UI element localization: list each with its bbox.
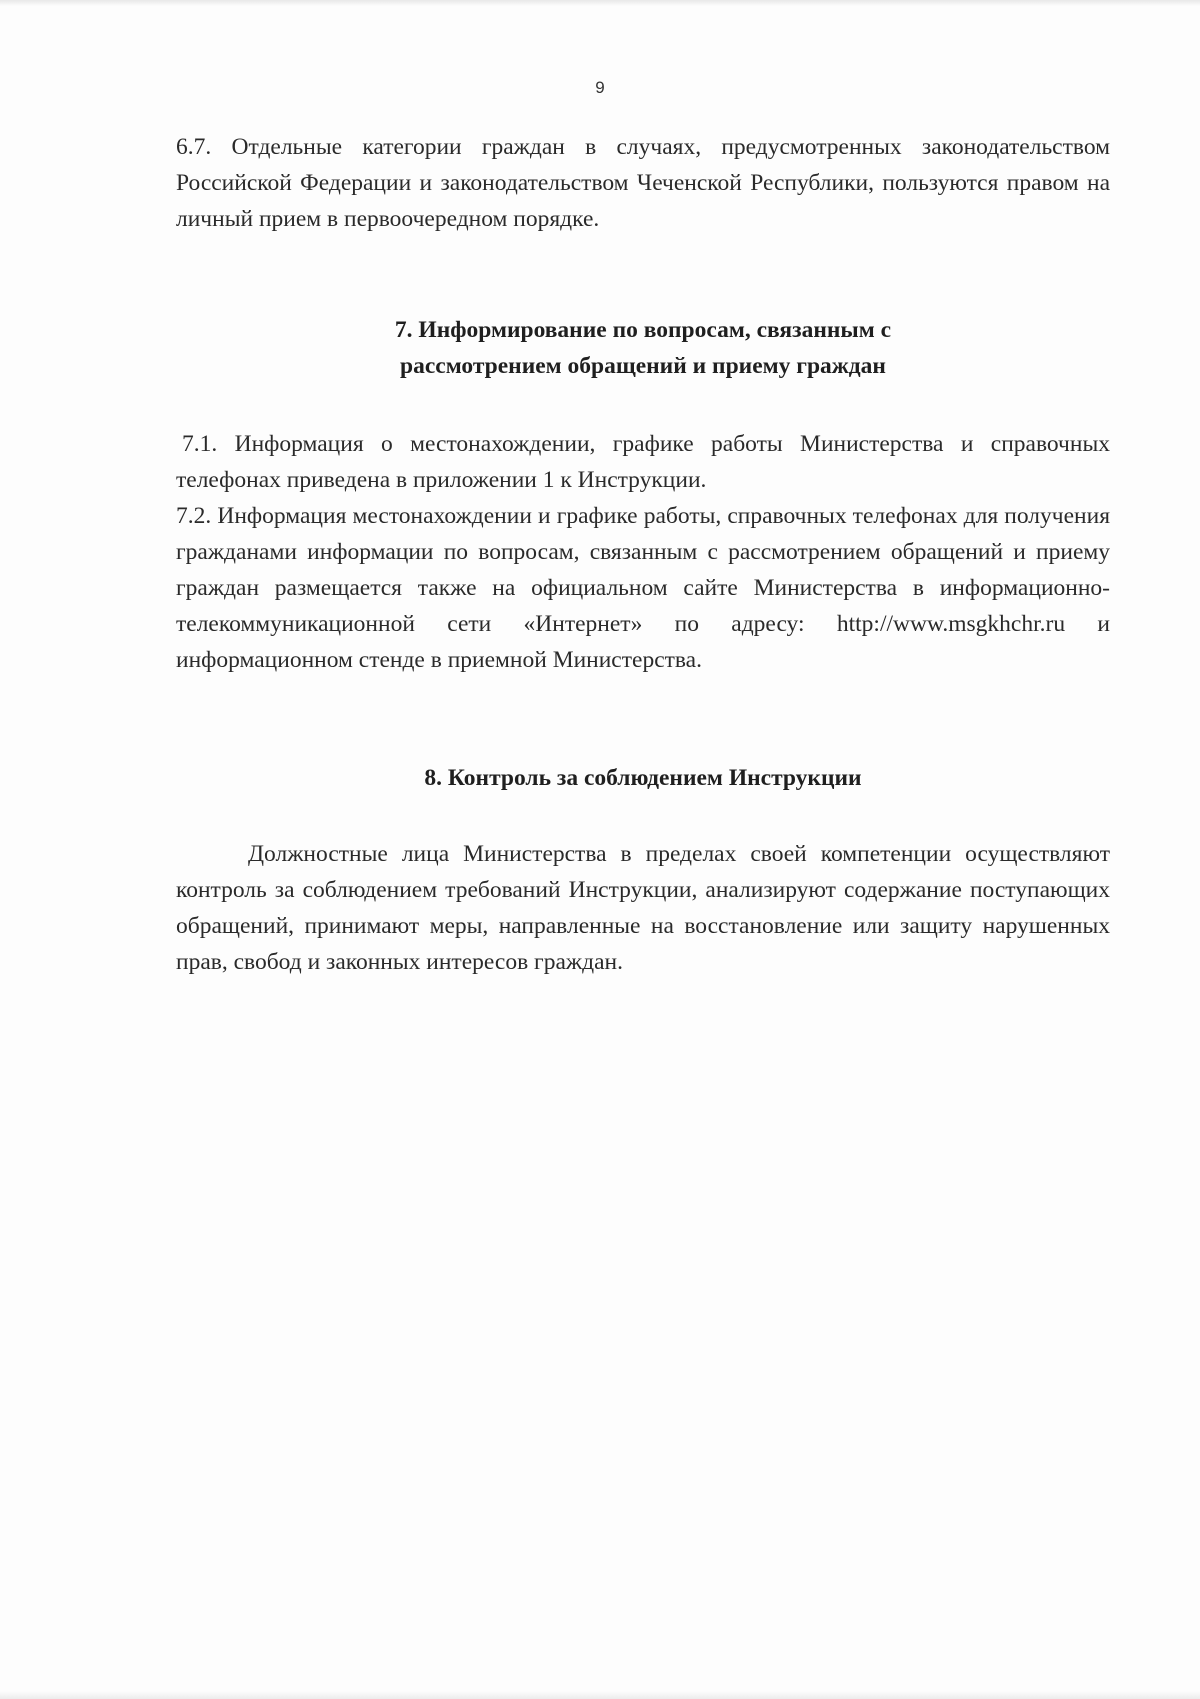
section-7-heading-line-1: 7. Информирование по вопросам, связанным с — [394, 317, 892, 343]
scan-top-edge — [0, 0, 1200, 6]
section-7-heading-line-2: рассмотрением обращений и приему граждан — [400, 353, 886, 379]
page-number: 9 — [595, 78, 605, 97]
paragraph-7-1: 7.1. Информация о местонахождении, графике работы Министерства и справочных телефонах приведена в приложении 1 к Инструкции. — [176, 431, 1110, 493]
section-7-heading — [176, 312, 1110, 384]
scan-bottom-edge — [0, 1691, 1200, 1699]
paragraph-6-7: 6.7. Отдельные категории граждан в случаях, предусмотренных законодательством Российской Федерации и законодательством Чеченской Республики, пользуются правом на личный прием в первоочередном порядке. — [176, 134, 1110, 232]
paragraph-7-2: 7.2. Информация местонахождении и графике работы, справочных телефонах для получения гражданами информации по вопросам, связанным с рассмотрением обращений и приему граждан размещается также на официальном сайте Министерства в информационно-телекоммуникационной сети «Интернет» по адресу: http://www.msgkhchr.ru и информационном стенде в приемной Министерства. — [176, 503, 1110, 673]
paragraph-8: Должностные лица Министерства в пределах своей компетенции осуществляют контроль за соблюдением требований Инструкции, анализируют содержание поступающих обращений, принимают меры, направленные на восстановление или защиту нарушенных прав, свобод и законных интересов граждан. — [176, 841, 1110, 975]
section-8-heading: 8. Контроль за соблюдением Инструкции — [424, 765, 862, 791]
